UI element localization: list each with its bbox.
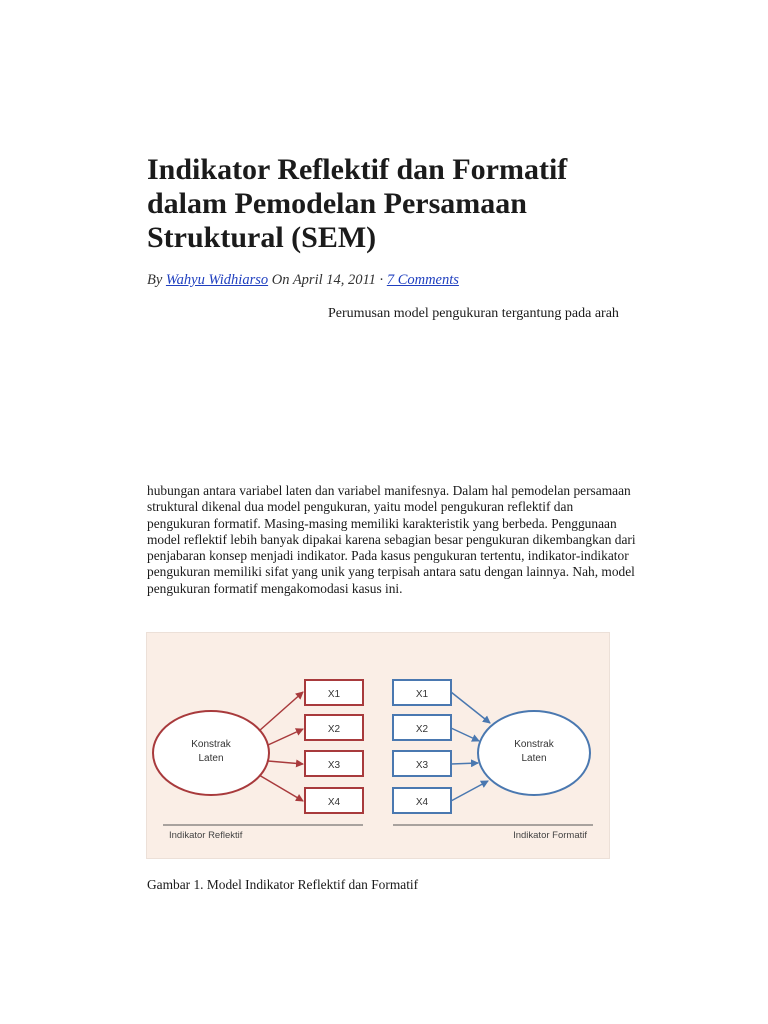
byline-date: On April 14, 2011 · bbox=[271, 272, 384, 288]
reflective-arrow-x1 bbox=[259, 692, 303, 731]
formative-model-label: Indikator Formatif bbox=[513, 830, 587, 841]
formative-indicator-label: X4 bbox=[415, 797, 429, 808]
formative-construct-label-1: Konstrak bbox=[514, 739, 554, 750]
formative-arrow-x1 bbox=[451, 692, 490, 723]
reflective-indicator-label: X3 bbox=[327, 760, 341, 771]
formative-indicator-label: X3 bbox=[415, 760, 429, 771]
reflective-indicator-label: X4 bbox=[327, 797, 341, 808]
article-body: hubungan antara variabel laten dan variabel manifesnya. Dalam hal pemodelan persamaan struktural dikenal dua model pengukuran, yaitu model pengukuran reflektif dan pengukuran formatif. Masing-masing memiliki karakteristik yang berbeda. Penggunaan model reflektif lebih banyak dipakai karena sebagian besar pengukuran dikembangkan dari penjabaran konsep menjadi indikator. Pada kasus pengukuran tertentu, indikator-indikator pengukuran memiliki sifat yang unik yang terpisah antara satu dengan lainnya. Nah, model pengukuran formatif mengakomodasi kasus ini. bbox=[147, 483, 636, 596]
formative-construct-label-2: Laten bbox=[521, 753, 547, 764]
formative-indicator-label: X1 bbox=[415, 689, 429, 700]
reflective-indicator-label: X2 bbox=[327, 724, 341, 735]
byline-by: By bbox=[147, 272, 163, 288]
author-link[interactable]: Wahyu Widhiarso bbox=[165, 272, 269, 288]
formative-indicator-label: X2 bbox=[415, 724, 429, 735]
model-diagram bbox=[147, 633, 609, 858]
formative-arrow-x3 bbox=[451, 763, 478, 764]
reflective-model bbox=[153, 680, 363, 841]
reflective-model-label: Indikator Reflektif bbox=[169, 830, 243, 841]
model-figure bbox=[146, 632, 610, 859]
comments-link[interactable]: 7 Comments bbox=[386, 272, 459, 288]
formative-model bbox=[393, 680, 593, 841]
reflective-construct-label-2: Laten bbox=[198, 753, 224, 764]
formative-arrow-x4 bbox=[451, 781, 488, 801]
article-title: Indikator Reflektif dan Formatif dalam Pemodelan Persamaan Struktural (SEM) bbox=[147, 153, 568, 254]
figure-caption: Gambar 1. Model Indikator Reflektif dan Formatif bbox=[147, 877, 419, 892]
reflective-arrow-x3 bbox=[268, 761, 303, 764]
reflective-arrow-x2 bbox=[268, 729, 303, 745]
lead-sentence: Perumusan model pengukuran tergantung pada arah bbox=[328, 306, 619, 321]
formative-arrow-x2 bbox=[451, 728, 479, 741]
byline bbox=[147, 272, 459, 289]
reflective-arrow-x4 bbox=[259, 775, 303, 801]
reflective-construct-label-1: Konstrak bbox=[191, 739, 231, 750]
reflective-indicator-label: X1 bbox=[327, 689, 341, 700]
